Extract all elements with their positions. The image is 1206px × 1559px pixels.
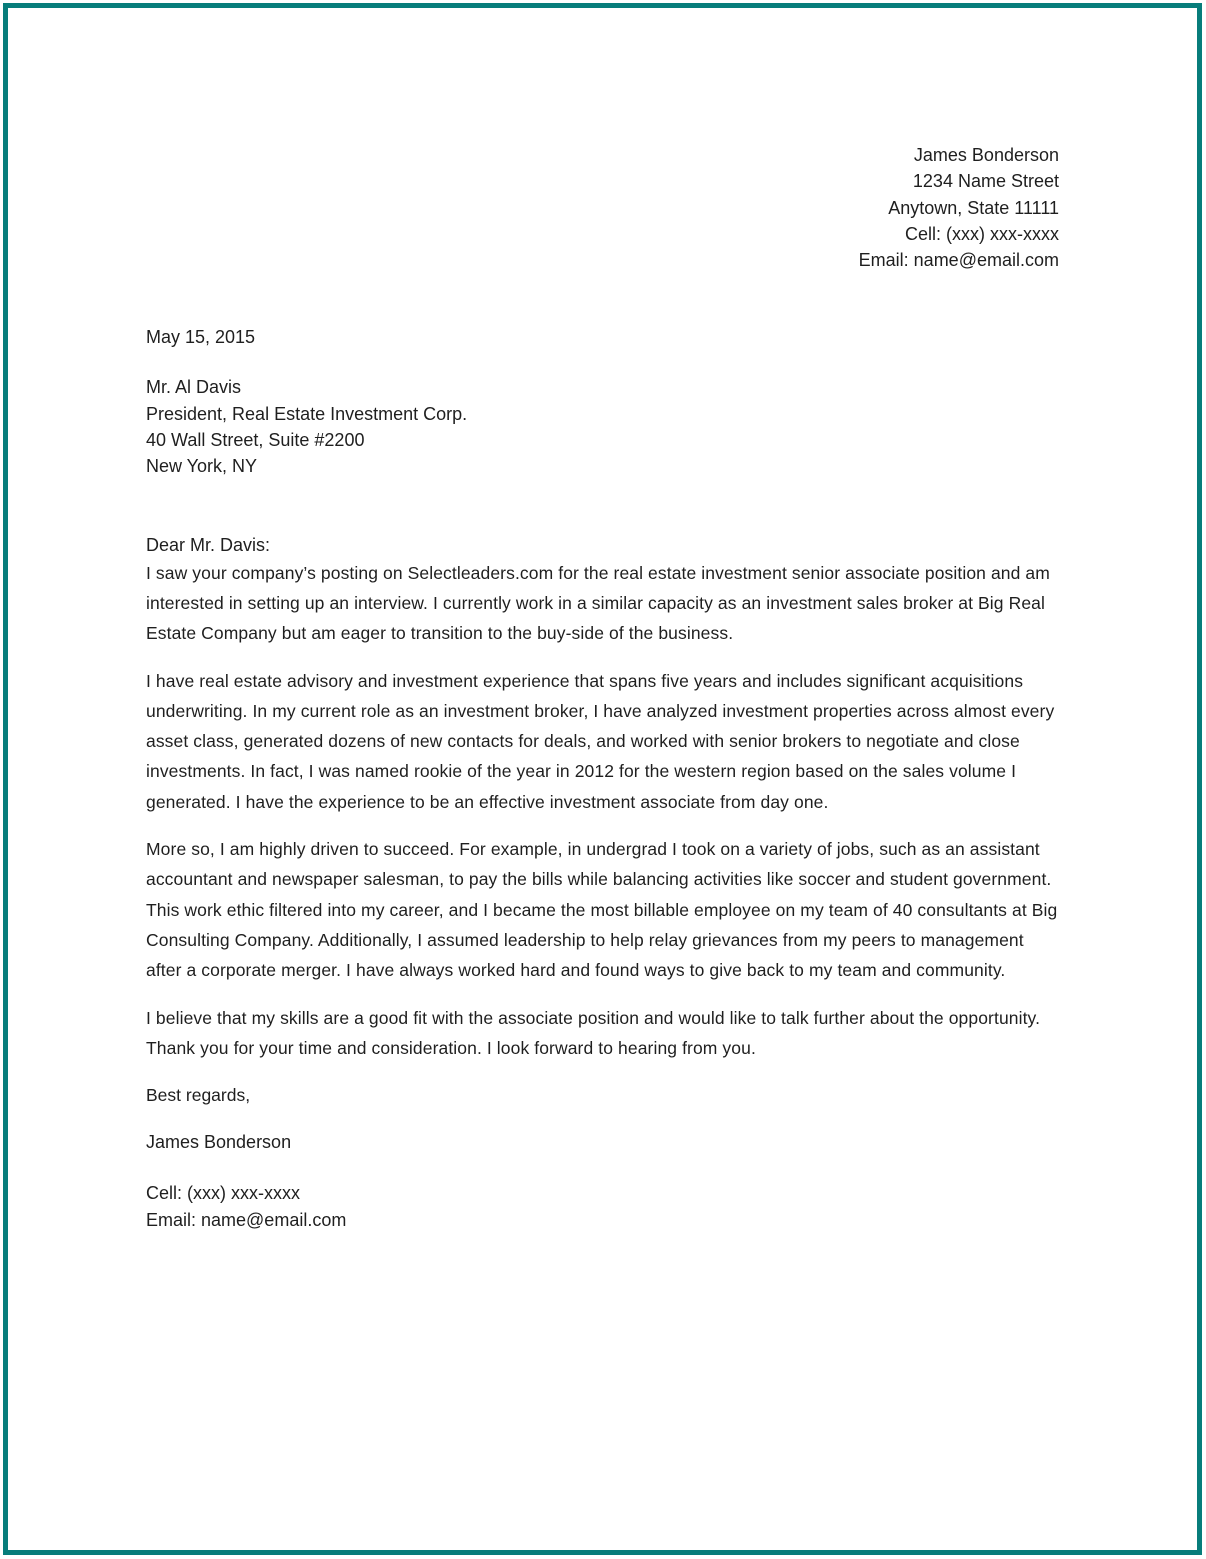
recipient-address-block bbox=[146, 374, 1059, 479]
recipient-city-state: New York, NY bbox=[146, 456, 258, 477]
letter-content bbox=[8, 8, 1197, 1234]
letter-body bbox=[146, 558, 1059, 1063]
footer-cell: Cell: (xxx) xxx-xxxx bbox=[146, 1183, 300, 1204]
sender-cell: Cell: (xxx) xxx-xxxx bbox=[905, 223, 1059, 244]
body-paragraph-3: More so, I am highly driven to succeed. For example, in undergrad I took on a variety of jobs, such as an assistant accountant and newspaper salesman, to pay the bills while balancing activities like soccer and student government. This work ethic filtered into my career, and I became the most billable employee on my team of 40 consultants at Big Consulting Company. Additionally, I assumed leadership to help relay grievances from my peers to management after a corporate merger. I have always worked hard and found ways to give back to my team and community. bbox=[146, 839, 1058, 981]
body-paragraph-1: I saw your company’s posting on Selectleaders.com for the real estate investment senior associate position and am interested in setting up an interview. I currently work in a similar capacity as an investment sales broker at Big Real Estate Company but am eager to transition to the buy-side of the business. bbox=[146, 562, 1050, 644]
closing: Best regards, bbox=[146, 1085, 251, 1106]
signature-name: James Bonderson bbox=[146, 1132, 292, 1153]
recipient-street: 40 Wall Street, Suite #2200 bbox=[146, 430, 365, 451]
sender-address-block bbox=[146, 142, 1059, 273]
footer-email: Email: name@email.com bbox=[146, 1210, 347, 1231]
body-paragraph-2: I have real estate advisory and investment experience that spans five years and includes significant acquisitions underwriting. In my current role as an investment broker, I have analyzed investment properties across almost every asset class, generated dozens of new contacts for deals, and worked with senior brokers to negotiate and close investments. In fact, I was named rookie of the year in 2012 for the western region based on the sales volume I generated. I have the experience to be an effective investment associate from day one. bbox=[146, 670, 1055, 812]
recipient-name: Mr. Al Davis bbox=[146, 377, 242, 398]
sender-city-state-zip: Anytown, State 11111 bbox=[888, 197, 1059, 218]
sender-name: James Bonderson bbox=[913, 145, 1059, 165]
letter-date: May 15, 2015 bbox=[146, 327, 256, 348]
sender-street: 1234 Name Street bbox=[912, 171, 1059, 192]
salutation: Dear Mr. Davis: bbox=[146, 534, 271, 555]
footer-contact-block bbox=[146, 1180, 1059, 1234]
sender-email: Email: name@email.com bbox=[858, 250, 1059, 271]
letter-page bbox=[3, 3, 1202, 1555]
recipient-title: President, Real Estate Investment Corp. bbox=[146, 403, 468, 424]
body-paragraph-4: I believe that my skills are a good fit with the associate position and would like to talk further about the opportunity. Thank you for your time and consideration. I look forward to hearing from you. bbox=[146, 1007, 1041, 1058]
